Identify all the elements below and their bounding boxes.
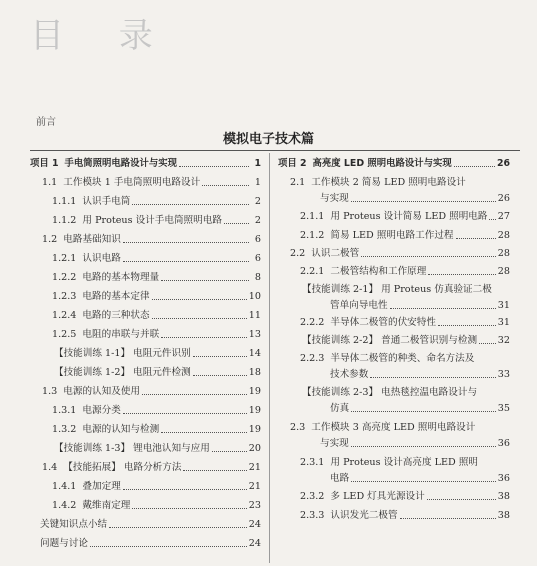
title-rule (30, 150, 520, 151)
toc-entry-title: 与实现 (320, 438, 349, 449)
toc-page-number: 6 (254, 253, 261, 264)
toc-page-number: 21 (248, 462, 261, 473)
toc-page-number: 24 (248, 538, 261, 549)
toc-page-number: 13 (248, 329, 261, 340)
toc-entry[interactable] (290, 422, 510, 434)
toc-entry-title: 关键知识点小结 (40, 519, 108, 530)
toc-page-number: 26 (497, 193, 510, 204)
toc-leader-dots (351, 201, 496, 202)
toc-entry-number: 2.2.1 (300, 266, 325, 277)
toc-entry[interactable] (52, 500, 261, 512)
toc-leader-dots (193, 356, 247, 357)
toc-page-number: 32 (497, 335, 510, 346)
toc-entry-title: 电路的基本物理量 (82, 272, 160, 283)
toc-entry-number: 2.1 (290, 177, 306, 188)
toc-entry-number: 2.1.1 (300, 211, 325, 222)
toc-leader-dots (123, 413, 247, 414)
toc-page-number: 35 (497, 403, 510, 414)
toc-page-number: 8 (254, 272, 261, 283)
toc-entry-title: 【技能训练 1-1】 电阻元件识别 (54, 348, 191, 359)
toc-entry[interactable] (42, 462, 261, 474)
column-divider (269, 153, 270, 563)
toc-leader-dots (479, 343, 496, 344)
toc-entry-title: 【技能训练 2-2】 普通二极管识别与检测 (302, 335, 478, 346)
toc-page-number: 20 (248, 443, 261, 454)
toc-leader-dots (456, 238, 496, 239)
toc-leader-dots (132, 204, 249, 205)
toc-page-number: 26 (496, 158, 510, 169)
toc-entry-number: 1.1.1 (52, 196, 77, 207)
toc-entry-title: 简易 LED 照明电路工作过程 (330, 230, 454, 241)
toc-entry-title: 【技能训练 1-3】 锂电池认知与应用 (54, 443, 210, 454)
toc-leader-dots (132, 508, 246, 509)
toc-page-number: 33 (497, 369, 510, 380)
toc-entry-number: 1.2.3 (52, 291, 77, 302)
toc-page-number: 21 (248, 481, 261, 492)
toc-leader-dots (123, 489, 247, 490)
toc-entry-number: 2.1.2 (300, 230, 325, 241)
toc-page-number: 38 (497, 510, 510, 521)
toc-entry-number: 1.1 (42, 177, 58, 188)
toc-entry-number: 项目 2 (278, 158, 307, 169)
toc-entry-number: 1.4 (42, 462, 58, 473)
toc-page-number: 28 (497, 248, 510, 259)
toc-entry-title: 【技能训练 2-1】 用 Proteus 仿真验证二极 (302, 284, 492, 295)
toc-entry-title: 工作模块 1 手电筒照明电路设计 (63, 177, 201, 188)
toc-entry[interactable] (300, 266, 510, 278)
toc-entry[interactable] (52, 481, 261, 493)
toc-page-number: 1 (254, 158, 261, 169)
toc-entry[interactable] (300, 491, 510, 503)
toc-entry[interactable] (52, 329, 261, 341)
toc-entry[interactable] (54, 367, 261, 379)
toc-entry-number: 2.2.2 (300, 317, 325, 328)
toc-entry-number: 2.3.1 (300, 457, 325, 468)
toc-page-number: 28 (497, 230, 510, 241)
toc-leader-dots (212, 451, 247, 452)
toc-entry-number: 1.3.1 (52, 405, 77, 416)
toc-entry[interactable] (40, 519, 261, 531)
toc-entry-title: 【技能训练 2-3】 电热毯控温电路设计与 (302, 387, 478, 398)
toc-entry-number: 2.3.3 (300, 510, 325, 521)
toc-entry[interactable] (278, 158, 510, 170)
toc-page-number: 24 (248, 519, 261, 530)
toc-entry[interactable] (320, 193, 510, 205)
toc-page-number: 1 (254, 177, 261, 188)
toc-entry-title: 电阻的串联与并联 (82, 329, 160, 340)
toc-leader-dots (400, 518, 496, 519)
toc-leader-dots (152, 318, 247, 319)
toc-leader-dots (390, 308, 496, 309)
toc-entry[interactable] (300, 317, 510, 329)
toc-entry[interactable] (330, 473, 510, 485)
toc-entry[interactable] (52, 215, 261, 227)
toc-entry[interactable] (302, 335, 510, 347)
toc-leader-dots (161, 337, 247, 338)
toc-entry[interactable] (30, 158, 261, 170)
toc-entry-number: 1.2.4 (52, 310, 77, 321)
toc-entry-title: 用 Proteus 设计简易 LED 照明电路 (330, 211, 488, 222)
toc-leader-dots (427, 499, 496, 500)
toc-entry-number: 1.2.2 (52, 272, 77, 283)
toc-entry[interactable] (300, 457, 510, 469)
toc-page-number: 19 (248, 386, 261, 397)
toc-entry-title: 手电筒照明电路设计与实现 (64, 158, 178, 169)
toc-leader-dots (351, 481, 496, 482)
toc-leader-dots (224, 223, 249, 224)
toc-entry[interactable] (290, 177, 510, 189)
toc-entry[interactable] (54, 348, 261, 360)
toc-entry-title: 半导体二极管的种类、命名方法及 (330, 353, 475, 364)
toc-entry-title: 仿真 (330, 403, 350, 414)
toc-page-number: 6 (254, 234, 261, 245)
toc-entry[interactable] (330, 300, 510, 312)
toc-entry[interactable] (54, 443, 261, 455)
toc-page-number: 36 (497, 473, 510, 484)
toc-page-number: 11 (248, 310, 261, 321)
toc-leader-dots (123, 242, 249, 243)
toc-entry-title: 【技能训练 1-2】 电阻元件检测 (54, 367, 191, 378)
toc-leader-dots (179, 166, 249, 167)
toc-entry-title: 二极管结构和工作原理 (330, 266, 427, 277)
toc-leader-dots (123, 261, 249, 262)
book-title: 模拟电子技术篇 (222, 132, 314, 147)
toc-entry[interactable] (300, 510, 510, 522)
toc-entry-title: 多 LED 灯具光源设计 (330, 491, 425, 502)
toc-entry-number: 1.2 (42, 234, 58, 245)
toc-page-number: 19 (248, 405, 261, 416)
toc-entry-number: 2.2 (290, 248, 306, 259)
toc-entry-title: 工作模块 2 简易 LED 照明电路设计 (311, 177, 466, 188)
toc-entry[interactable] (52, 424, 261, 436)
toc-entry[interactable] (52, 405, 261, 417)
toc-entry-title: 用 Proteus 设计手电筒照明电路 (82, 215, 222, 226)
toc-entry[interactable] (302, 387, 510, 399)
toc-leader-dots (193, 375, 247, 376)
toc-page-number: 31 (497, 317, 510, 328)
toc-page-number: 23 (248, 500, 261, 511)
toc-entry-title: 电源的认知与检测 (82, 424, 160, 435)
toc-page-number: 19 (248, 424, 261, 435)
toc-entry[interactable] (300, 353, 510, 365)
toc-entry-title: 电路 (330, 473, 350, 484)
toc-entry[interactable] (330, 369, 510, 381)
toc-entry-title: 工作模块 3 高亮度 LED 照明电路设计 (311, 422, 476, 433)
toc-page-number: 28 (497, 266, 510, 277)
toc-leader-dots (109, 527, 247, 528)
toc-page-number: 36 (497, 438, 510, 449)
toc-entry-title: 电路基础知识 (63, 234, 121, 245)
toc-entry[interactable] (330, 403, 510, 415)
toc-entry[interactable] (290, 248, 510, 260)
toc-entry[interactable] (52, 196, 261, 208)
toc-leader-dots (161, 432, 247, 433)
toc-entry-title: 高亮度 LED 照明电路设计与实现 (312, 158, 452, 169)
toc-leader-dots (454, 166, 495, 167)
toc-entry-number: 2.2.3 (300, 353, 325, 364)
toc-entry-number: 1.4.2 (52, 500, 77, 511)
toc-entry[interactable] (42, 386, 261, 398)
toc-entry[interactable] (52, 291, 261, 303)
toc-leader-dots (361, 256, 496, 257)
toc-entry-title: 与实现 (320, 193, 349, 204)
toc-leader-dots (370, 377, 495, 378)
toc-entry-number: 1.3 (42, 386, 58, 397)
toc-entry-title: 电源的认知及使用 (63, 386, 141, 397)
toc-leader-dots (489, 219, 495, 220)
toc-leader-dots (351, 446, 496, 447)
toc-entry-title: 半导体二极管的伏安特性 (330, 317, 436, 328)
toc-page-number: 2 (254, 196, 261, 207)
toc-leader-dots (152, 299, 247, 300)
toc-leader-dots (351, 411, 496, 412)
toc-leader-dots (202, 185, 249, 186)
toc-entry-title: 认识电路 (82, 253, 121, 264)
toc-page-number: 38 (497, 491, 510, 502)
toc-header: 目 录 (30, 16, 175, 56)
toc-entry[interactable] (302, 284, 510, 296)
toc-entry-title: 用 Proteus 设计高亮度 LED 照明 (330, 457, 478, 468)
toc-entry-number: 1.2.1 (52, 253, 77, 264)
toc-entry-title: 管单向导电性 (330, 300, 388, 311)
toc-entry-title: 电路的三种状态 (82, 310, 150, 321)
toc-entry[interactable] (42, 234, 261, 246)
toc-entry-number: 2.3.2 (300, 491, 325, 502)
preface-label: 前言 (36, 117, 56, 128)
toc-leader-dots (161, 280, 249, 281)
toc-leader-dots (90, 546, 247, 547)
toc-entry-number: 1.3.2 (52, 424, 77, 435)
toc-page-number: 18 (248, 367, 261, 378)
toc-leader-dots (438, 325, 496, 326)
toc-entry[interactable] (52, 310, 261, 322)
toc-page-number: 2 (254, 215, 261, 226)
toc-entry-title: 认识发光二极管 (330, 510, 398, 521)
toc-page-number: 10 (248, 291, 261, 302)
toc-entry[interactable] (52, 253, 261, 265)
toc-entry-title: 【技能拓展】 电路分析方法 (63, 462, 182, 473)
toc-entry-title: 电源分类 (82, 405, 121, 416)
toc-entry-title: 认识二极管 (311, 248, 360, 259)
toc-entry-title: 戴维南定理 (82, 500, 131, 511)
toc-page-number: 14 (248, 348, 261, 359)
toc-entry-title: 叠加定理 (82, 481, 121, 492)
toc-entry[interactable] (40, 538, 261, 550)
toc-entry-number: 2.3 (290, 422, 306, 433)
toc-entry-title: 认识手电筒 (82, 196, 131, 207)
toc-entry-number: 1.4.1 (52, 481, 77, 492)
toc-leader-dots (428, 274, 495, 275)
toc-entry[interactable] (300, 211, 510, 223)
toc-entry-number: 1.1.2 (52, 215, 77, 226)
toc-entry-number: 1.2.5 (52, 329, 77, 340)
toc-entry-number: 项目 1 (30, 158, 59, 169)
toc-entry[interactable] (300, 230, 510, 242)
toc-page-number: 31 (497, 300, 510, 311)
toc-entry-title: 技术参数 (330, 369, 369, 380)
toc-entry[interactable] (52, 272, 261, 284)
toc-entry-title: 问题与讨论 (40, 538, 88, 549)
toc-leader-dots (142, 394, 247, 395)
toc-entry[interactable] (320, 438, 510, 450)
toc-page-number: 27 (497, 211, 510, 222)
toc-entry-title: 电路的基本定律 (82, 291, 150, 302)
toc-leader-dots (183, 470, 246, 471)
toc-entry[interactable] (42, 177, 261, 189)
